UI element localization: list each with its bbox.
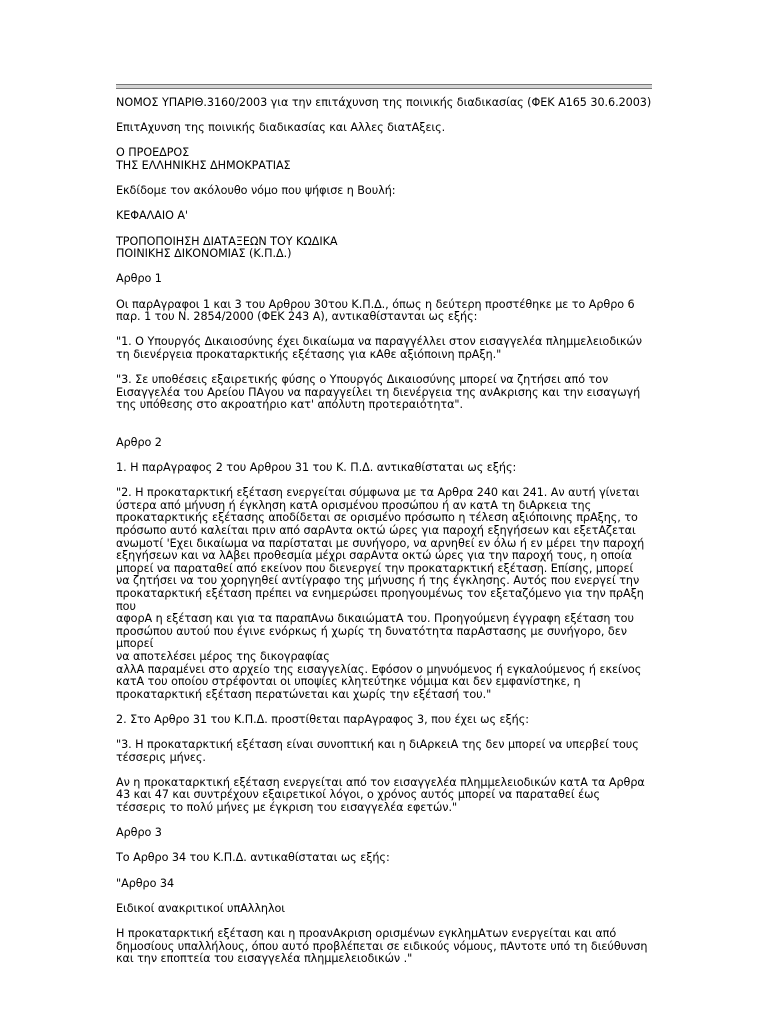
header-rule (116, 84, 652, 89)
article-2-paragraph: 2. Στο Αρθρο 31 του Κ.Π.Δ. προστίθεται παρΑγραφος 3, που έχει ως εξής: (116, 712, 529, 726)
article-1-paragraph: "1. Ο Υπουργός Δικαιοσύνης έχει δικαίωμα να παραγγέλλει στον εισαγγελέα πλημμελειοδικών τη διενέργεια προκαταρκτικής εξέτασης για κΑθε αξιόποινη πρΑξη." (116, 335, 642, 361)
article-3-paragraph: "Αρθρο 34 (116, 876, 175, 890)
article-2-heading: Αρθρο 2 (116, 435, 162, 449)
article-1-heading: Αρθρο 1 (116, 272, 162, 286)
intro-text: Εκδίδομε τον ακόλουθο νόμο που ψήφισε η Βουλή: (116, 184, 396, 198)
law-title: ΝΟΜΟΣ ΥΠΑΡΙΘ.3160/2003 για την επιτάχυνση της ποινικής διαδικασίας (ΦΕΚ Α165 30.6.2003) (116, 96, 652, 109)
document-page (116, 84, 652, 978)
article-1-paragraph: "3. Σε υποθέσεις εξαιρετικής φύσης ο Υπουργός Δικαιοσύνης μπορεί να ζητήσει από τον Εισαγγελέα του Αρείου ΠΑγου να παραγγείλει τη διενέργεια της ανΑκρισης και την εισαγωγή της υπόθεσης στο ακροατήριο κατ' απόλυτη προτεραιότητα". (116, 373, 641, 412)
article-2-paragraph: "2. Η προκαταρκτική εξέταση ενεργείται σύμφωνα με τα Αρθρα 240 και 241. Αν αυτή γίνεται ύστερα από μήνυση ή έγκληση κατΑ ορισμένου προσώπου ή αν κατΑ τη διΑρκεια της προκαταρκτικής εξέτασης αποδίδεται σε ορισμένο πρόσωπο η τέλεση αξιόποινης πρΑξης, το πρόσωπο αυτό καλείται πριν από σαρΑντα οκτώ ώρες για παροχή εξηγήσεων και εξετΑζεται ανωμοτί 'Εχει δικαίωμα να παρίσταται με συνήγορο, να αρνηθεί εν όλω ή εν μέρει την παροχή εξηγήσεων και να λΑβει προθεσμία μέχρι σαρΑντα οκτώ ώρες για την παροχή τους, η οποία μπορεί να παραταθεί από εκείνον που διενεργεί την προκαταρκτική εξέταση. Επίσης, μπορεί να ζητήσει να του χορηγηθεί αντίγραφο της μήνυσης ή της έγκλησης. Αυτός που ενεργεί την προκαταρκτική εξέταση πρέπει να ενημερώσει προηγουμένως τον εξεταζόμενο για την πρΑξη που αφορΑ η εξέταση και για τα παραπΑνω δικαιώματΑ του. Προηγούμενη έγγραφη εξέταση του προσώπου αυτού που έγινε ενόρκως ή χωρίς τη δυνατότητα παρΑστασης με συνήγορο, δεν μπορεί να αποτελέσει μέρος της δικογραφίας αλλΑ παραμένει στο αρχείο της εισαγγελίας. Εφόσον ο μηνυόμενος ή εγκαλούμενος ή εκείνος κατΑ του οποίου στρέφονται οι υποψίες κλητεύτηκε νόμιμα και δεν εμφανίστηκε, η προκαταρκτική εξέταση περατώνεται και χωρίς την εξέτασή του." (116, 486, 645, 701)
chapter-label: ΚΕΦΑΛΑΙΟ Α' (116, 209, 189, 223)
president-heading: Ο ΠΡΟΕΔΡΟΣ ΤΗΣ ΕΛΛΗΝΙΚΗΣ ΔΗΜΟΚΡΑΤΙΑΣ (116, 146, 291, 172)
article-3-heading: Αρθρο 3 (116, 826, 162, 840)
article-2-paragraph: 1. Η παρΑγραφος 2 του Αρθρου 31 του Κ. Π.Δ. αντικαθίσταται ως εξής: (116, 461, 517, 475)
article-1-paragraph: Οι παρΑγραφοι 1 και 3 του Αρθρου 30του Κ.Π.Δ., όπως η δεύτερη προστέθηκε με το Αρθρο 6 παρ. 1 του Ν. 2854/2000 (ΦΕΚ 243 Α), αντικαθίστανται ως εξής: (116, 297, 635, 324)
article-3-paragraph: Η προκαταρκτική εξέταση και η προανΑκριση ορισμένων εγκλημΑτων ενεργείται και από δημοσίους υπαλλήλους, όπου αυτό προβλέπεται σε ειδικούς νόμους, πΑντοτε υπό τη διεύθυνση και την εποπτεία του εισαγγελέα πλημμελειοδικών ." (116, 927, 648, 966)
article-2-paragraph: Αν η προκαταρκτική εξέταση ενεργείται από τον εισαγγελέα πλημμελειοδικών κατΑ τα Αρθρα 43 και 47 και συντρέχουν εξαιρετικοί λόγοι, ο χρόνος αυτός μπορεί να παραταθεί έως τέσσερις το πολύ μήνες με έγκριση του εισαγγελέα εφετών." (116, 775, 645, 815)
chapter-title: ΤΡΟΠΟΠΟΙΗΣΗ ΔΙΑΤΑΞΕΩΝ ΤΟΥ ΚΩΔΙΚΑ ΠΟΙΝΙΚΗΣ ΔΙΚΟΝΟΜΙΑΣ (Κ.Π.Δ.) (116, 234, 338, 261)
law-subtitle: ΕπιτΑχυνση της ποινικής διαδικασίας και Αλλες διατΑξεις. (116, 121, 446, 135)
article-3-paragraph: Το Αρθρο 34 του Κ.Π.Δ. αντικαθίσταται ως εξής: (116, 851, 390, 865)
article-2-paragraph: "3. Η προκαταρκτική εξέταση είναι συνοπτική και η διΑρκειΑ της δεν μπορεί να υπερβεί τους τέσσερις μήνες. (116, 738, 639, 764)
article-3-paragraph: Ειδικοί ανακριτικοί υπΑλληλοι (116, 901, 286, 915)
